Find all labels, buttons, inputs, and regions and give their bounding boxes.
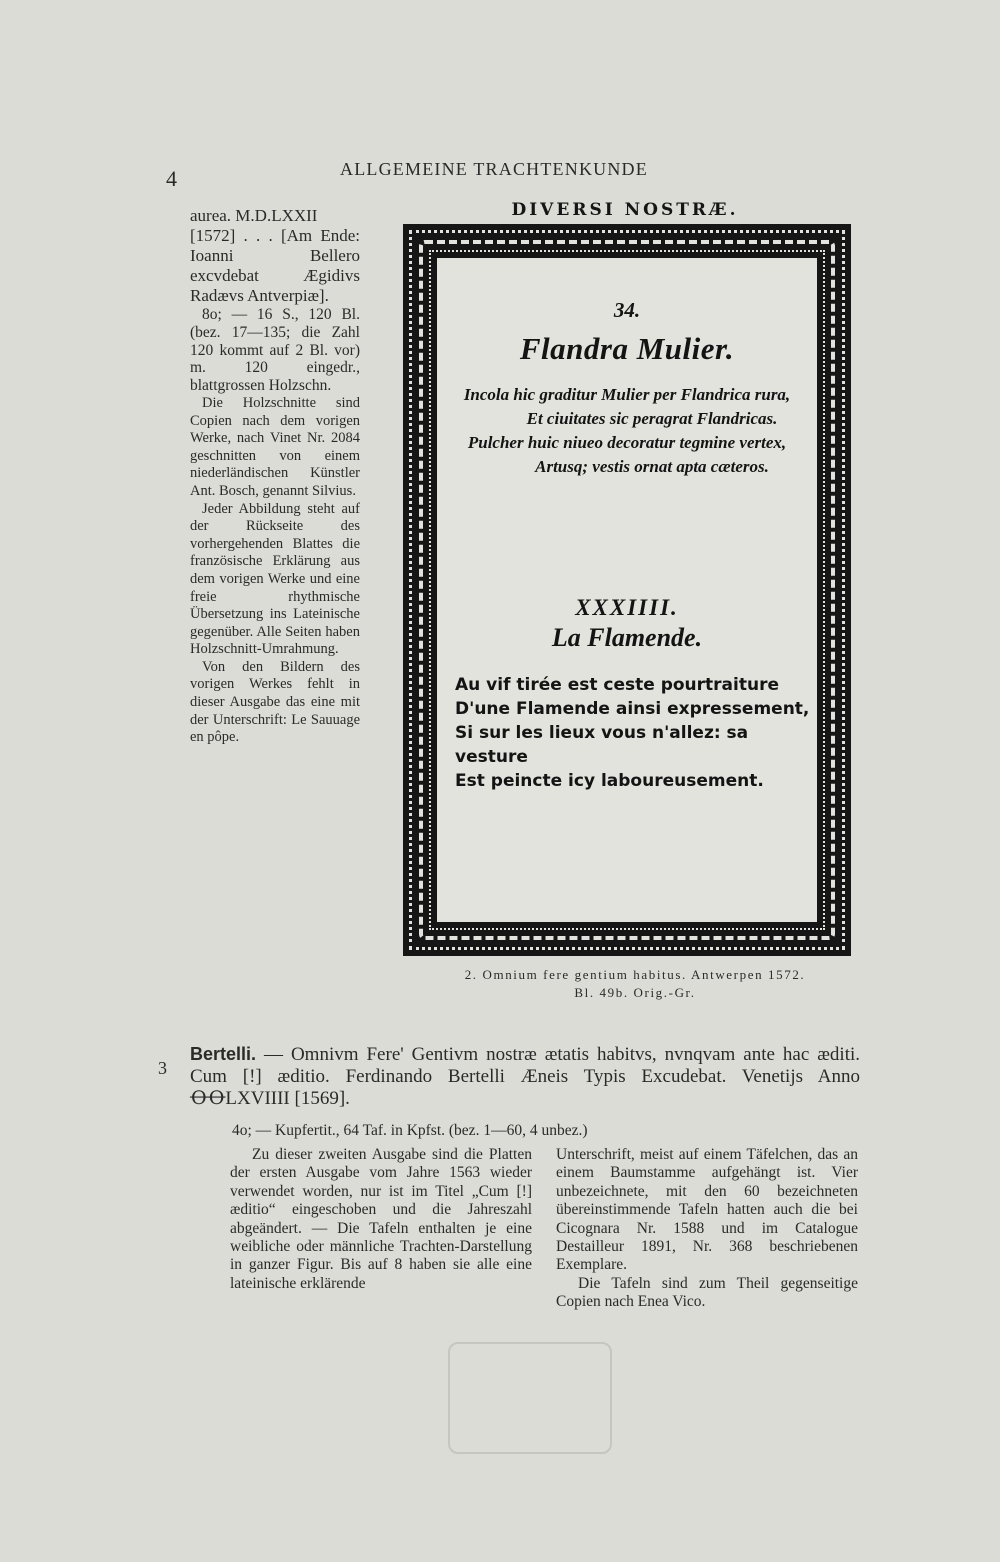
entry-heading: [190, 1043, 860, 1110]
side-line-5: Jeder Abbildung steht auf der Rückseite des vorhergehenden Blattes die französische Erklärung aus dem vorigen Werke und eine freie rhythmische Übersetzung ins Lateinische gegenüber. Alle Seiten haben Holzschnitt-Umrahmung.: [190, 500, 360, 658]
side-line-1: aurea. M.D.LXXII: [190, 206, 318, 225]
side-line-6: Von den Bildern des vorigen Werkes fehlt in dieser Ausgabe das eine mit der Unterschrift: Le Sauuage en pôpe.: [190, 658, 360, 746]
plate-caption: [395, 966, 875, 1002]
latin-line: Et ciuitates sic peragrat Flandricas.: [526, 409, 778, 428]
entry-paragraph: Unterschrift, meist auf einem Täfelchen, das an einem Baumstamme aufgehängt ist. Vier unbezeichnete, mit den 60 bezeichneten übereinstimmende Tafeln hatten auch die bei Cicognara Nr. 1588 und im Catalogue Destailleur 1891, Nr. 368 beschriebenen Exemplare.: [556, 1146, 858, 1274]
page-number: 4: [166, 166, 177, 191]
running-title: ALLGEMEINE TRACHTENKUNDE: [340, 159, 648, 179]
french-verse: [437, 673, 817, 793]
side-line-4: Die Holzschnitte sind Copien nach dem vorigen Werke, nach Vinet Nr. 2084 geschnitten von einem niederländischen Künstler Ant. Bosch, genannt Silvius.: [190, 394, 360, 499]
latin-line: Incola hic graditur Mulier per Flandrica rura,: [463, 385, 791, 404]
side-line-3: 8o; — 16 S., 120 Bl. (bez. 17—135; die Zahl 120 kommt auf 2 Bl. vor) m. 120 eingedr., blattgrossen Holzschn.: [190, 306, 360, 395]
latin-line: Artusq; vestis ornat apta cæteros.: [535, 457, 769, 476]
side-line-2: [1572] . . . [Am Ende: Ioanni Bellero excvdebat Ægidivs Radævs Antverpiæ].: [190, 226, 360, 305]
entry-column-right: [556, 1146, 858, 1312]
entry-name: Bertelli.: [190, 1044, 257, 1064]
entry-paragraph: Die Tafeln sind zum Theil gegenseitige Copien nach Enea Vico.: [556, 1274, 858, 1311]
plate-header: DIVERSI NOSTRÆ.: [511, 200, 739, 220]
side-column-text: [190, 206, 360, 747]
latin-verse: [437, 383, 817, 479]
french-line: Si sur les lieux vous n'allez: sa vesture: [455, 723, 749, 767]
plate-text-block: [437, 258, 817, 793]
entry-collation: 4o; — Kupfertit., 64 Taf. in Kpfst. (bez. 1—60, 4 unbez.): [232, 1122, 588, 1139]
caption-line-2: Bl. 49b. Orig.-Gr.: [574, 985, 696, 1000]
french-line: Au vif tirée est ceste pourtraiture: [455, 675, 779, 695]
plate-number: 34.: [613, 298, 641, 322]
entry-title: — Omnivm Fere' Gentivm nostræ ætatis habitvs, nvnqvam ante hac æditi. Cum [!] æditio. Ferdinando Bertelli Æneis Typis Excudebat. Venetijs Anno ꝊꝊLXVIIII [1569].: [190, 1044, 861, 1109]
french-line: D'une Flamende ainsi expressement,: [455, 699, 810, 719]
french-title: La Flamende.: [551, 623, 703, 652]
faded-library-stamp: [448, 1342, 612, 1454]
caption-line-1: 2. Omnium fere gentium habitus. Antwerpen 1572.: [464, 967, 806, 982]
entry-column-left: [230, 1146, 532, 1293]
entry-number: 3: [158, 1058, 167, 1078]
french-line: Est peincte icy laboureusement.: [455, 771, 764, 791]
entry-paragraph: Zu dieser zweiten Ausgabe sind die Platten der ersten Ausgabe vom Jahre 1563 wieder verwendet worden, nur ist im Titel „Cum [!] æditio“ eingeschoben und die Jahreszahl abgeändert. — Die Tafeln enthalten je eine weibliche oder männliche Trachten-Darstellung in ganzer Figur. Bis auf 8 haben sie alle eine lateinische erklärende: [230, 1146, 532, 1292]
woodcut-plate: [395, 200, 855, 958]
latin-line: Pulcher huic niueo decoratur tegmine vertex,: [467, 433, 787, 452]
plate-title: Flandra Mulier.: [519, 331, 735, 366]
plate-roman-numeral: XXXIIII.: [575, 595, 679, 620]
